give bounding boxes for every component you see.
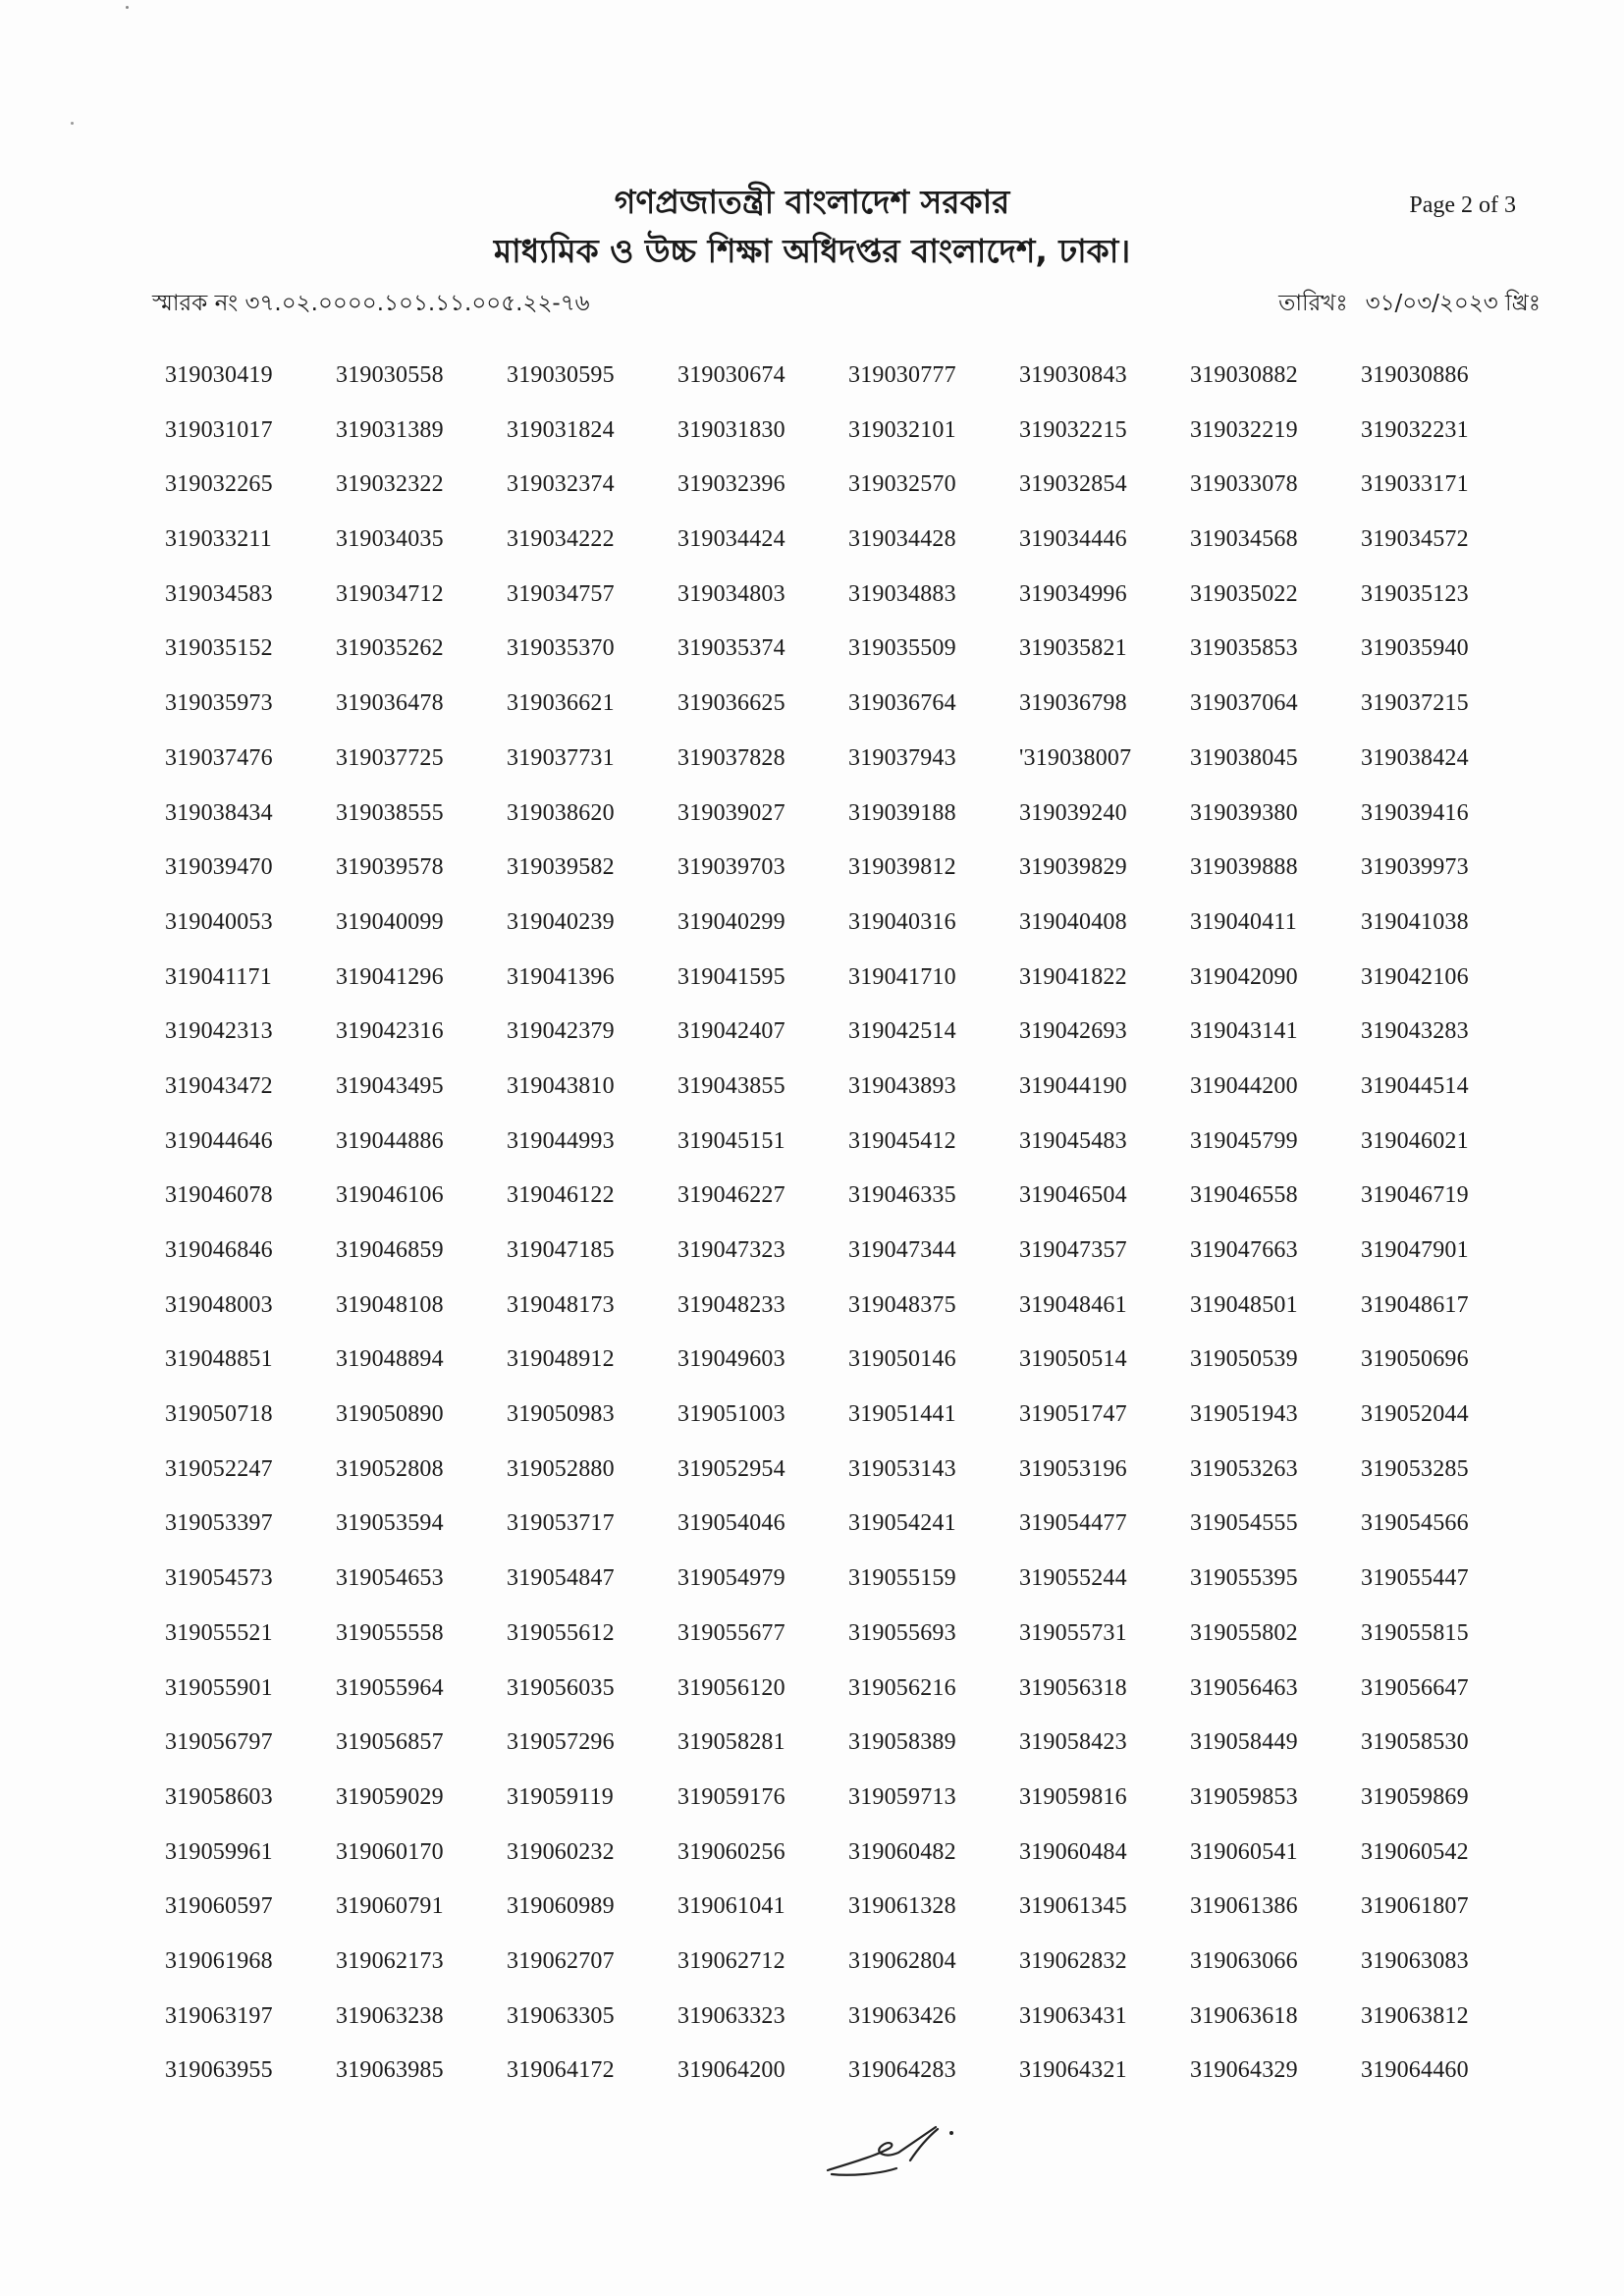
- roll-number-cell: 319033211: [165, 526, 272, 553]
- table-row: [165, 1400, 1540, 1455]
- roll-number-cell: 319053143: [848, 1455, 956, 1482]
- roll-number-cell: 319034757: [507, 580, 615, 607]
- roll-number-cell: 319047323: [677, 1237, 785, 1263]
- table-row: [165, 1455, 1540, 1510]
- roll-number-cell: 319063305: [507, 2002, 615, 2029]
- roll-number-cell: 319035821: [1019, 635, 1127, 662]
- roll-number-cell: 319041396: [507, 963, 615, 990]
- roll-number-cell: 319048461: [1019, 1291, 1127, 1318]
- roll-number-cell: 319031830: [677, 416, 785, 443]
- roll-number-cell: 319043855: [677, 1072, 785, 1099]
- roll-number-cell: 319040408: [1019, 908, 1127, 935]
- scan-speck: [126, 6, 129, 9]
- roll-number-cell: 319056797: [165, 1729, 273, 1756]
- roll-number-cell: 319039027: [677, 799, 785, 826]
- roll-number-cell: 319060597: [165, 1893, 273, 1920]
- roll-number-cell: 319037828: [677, 744, 785, 771]
- roll-number-cell: 319064200: [677, 2057, 785, 2084]
- roll-number-cell: 319060256: [677, 1838, 785, 1865]
- roll-number-cell: 319061041: [677, 1893, 785, 1920]
- table-row: [165, 580, 1540, 635]
- roll-number-cell: 319054477: [1019, 1510, 1127, 1537]
- roll-number-cell: 319046504: [1019, 1182, 1127, 1209]
- roll-number-cell: 319037476: [165, 744, 273, 771]
- roll-number-cell: 319039888: [1190, 854, 1298, 881]
- roll-number-cell: 319042379: [507, 1018, 615, 1045]
- roll-number-cell: 319063323: [677, 2002, 785, 2029]
- roll-number-cell: 319042106: [1361, 963, 1469, 990]
- roll-number-cell: 319033171: [1361, 471, 1469, 498]
- signature: [820, 2109, 1016, 2188]
- roll-number-cell: 319032374: [507, 471, 615, 498]
- roll-number-cell: 319052880: [507, 1455, 615, 1482]
- roll-number-cell: 319048375: [848, 1291, 956, 1318]
- roll-number-cell: 319060791: [336, 1893, 444, 1920]
- roll-number-cell: 319063066: [1190, 1947, 1298, 1974]
- roll-number-cell: 319039416: [1361, 799, 1469, 826]
- roll-number-cell: 319048108: [336, 1291, 444, 1318]
- table-row: [165, 1728, 1540, 1783]
- roll-number-cell: 319046335: [848, 1182, 956, 1209]
- roll-number-cell: 319032322: [336, 471, 444, 498]
- roll-number-cell: 319053397: [165, 1510, 273, 1537]
- roll-number-cell: 319040239: [507, 908, 615, 935]
- roll-number-cell: 319047185: [507, 1237, 615, 1263]
- roll-number-cell: 319034803: [677, 580, 785, 607]
- roll-number-cell: 319055815: [1361, 1619, 1469, 1646]
- roll-number-cell: 319039812: [848, 854, 956, 881]
- table-row: [165, 1892, 1540, 1947]
- roll-number-cell: 319032101: [848, 416, 956, 443]
- roll-number-cell: 319046106: [336, 1182, 444, 1209]
- roll-number-cell: 319050539: [1190, 1346, 1298, 1373]
- roll-number-cell: 319048003: [165, 1291, 273, 1318]
- roll-number-cell: 319050146: [848, 1346, 956, 1373]
- roll-number-cell: 319035973: [165, 690, 273, 717]
- roll-number-cell: 319061328: [848, 1893, 956, 1920]
- roll-number-cell: 319048233: [677, 1291, 785, 1318]
- roll-number-cell: 319059816: [1019, 1783, 1127, 1810]
- roll-number-cell: 319035374: [677, 635, 785, 662]
- roll-number-cell: 319060541: [1190, 1838, 1298, 1865]
- government-title: গণপ্রজাতন্ত্রী বাংলাদেশ সরকার: [614, 183, 1010, 221]
- roll-number-cell: 319056857: [336, 1729, 444, 1756]
- roll-number-cell: 319030674: [677, 362, 785, 388]
- roll-number-cell: 319039582: [507, 854, 615, 881]
- roll-number-cell: 319055677: [677, 1619, 785, 1646]
- roll-number-cell: 319030886: [1361, 362, 1469, 388]
- roll-number-cell: 319056120: [677, 1674, 785, 1701]
- roll-number-cell: 319056647: [1361, 1674, 1469, 1701]
- roll-number-cell: 319036625: [677, 690, 785, 717]
- roll-number-cell: 319054555: [1190, 1510, 1298, 1537]
- table-row: [165, 1564, 1540, 1619]
- roll-number-cell: 319059713: [848, 1783, 956, 1810]
- roll-number-cell: 319050514: [1019, 1346, 1127, 1373]
- roll-number-cell: 319038045: [1190, 744, 1298, 771]
- roll-number-cell: 319046078: [165, 1182, 273, 1209]
- roll-number-cell: 319030595: [507, 362, 615, 388]
- roll-number-cell: 319055901: [165, 1674, 273, 1701]
- roll-number-cell: 319042316: [336, 1018, 444, 1045]
- roll-number-cell: 319061345: [1019, 1893, 1127, 1920]
- roll-number-cell: 319035123: [1361, 580, 1469, 607]
- roll-number-cell: 319048501: [1190, 1291, 1298, 1318]
- roll-number-cell: 319056318: [1019, 1674, 1127, 1701]
- roll-number-cell: 319042693: [1019, 1018, 1127, 1045]
- table-row: [165, 963, 1540, 1018]
- table-row: [165, 1236, 1540, 1291]
- roll-number-cell: 319053594: [336, 1510, 444, 1537]
- roll-number-cell: 319059176: [677, 1783, 785, 1810]
- table-row: [165, 525, 1540, 580]
- roll-number-cell: 319055244: [1019, 1565, 1127, 1592]
- roll-number-cell: 319064283: [848, 2057, 956, 2084]
- roll-number-cell: 319060484: [1019, 1838, 1127, 1865]
- roll-number-cell: 319058449: [1190, 1729, 1298, 1756]
- roll-number-cell: 319052247: [165, 1455, 273, 1482]
- roll-number-cell: 319062804: [848, 1947, 956, 1974]
- table-row: [165, 744, 1540, 799]
- date-line: [1278, 285, 1541, 323]
- roll-number-cell: 319054241: [848, 1510, 956, 1537]
- roll-number-cell: 319046227: [677, 1182, 785, 1209]
- roll-number-cell: 319046021: [1361, 1127, 1469, 1154]
- roll-number-cell: 319040099: [336, 908, 444, 935]
- roll-number-cell: 319039703: [677, 854, 785, 881]
- roll-number-cell: 319036478: [336, 690, 444, 717]
- roll-number-cell: 319063197: [165, 2002, 273, 2029]
- roll-number-cell: 319050983: [507, 1401, 615, 1428]
- roll-number-cell: 319057296: [507, 1729, 615, 1756]
- table-row: [165, 1838, 1540, 1893]
- table-row: [165, 416, 1540, 471]
- roll-number-cell: 319040411: [1190, 908, 1297, 935]
- roll-number-cell: 319059119: [507, 1783, 614, 1810]
- roll-number-cell: 319034424: [677, 526, 785, 553]
- roll-number-cell: 319042313: [165, 1018, 273, 1045]
- roll-number-cell: 319048173: [507, 1291, 615, 1318]
- roll-number-cell: 319032215: [1019, 416, 1127, 443]
- roll-number-cell: 319034996: [1019, 580, 1127, 607]
- roll-number-cell: 319053263: [1190, 1455, 1298, 1482]
- roll-number-cell: 319041038: [1361, 908, 1469, 935]
- roll-number-cell: 319035022: [1190, 580, 1298, 607]
- roll-number-cell: 319046122: [507, 1182, 615, 1209]
- roll-number-cell: 319038424: [1361, 744, 1469, 771]
- roll-number-cell: 319031017: [165, 416, 273, 443]
- roll-number-cell: 319061386: [1190, 1893, 1298, 1920]
- page-number: Page 2 of 3: [1409, 192, 1516, 218]
- table-row: [165, 799, 1540, 854]
- roll-number-cell: 319034712: [336, 580, 444, 607]
- roll-number-cell: 319034883: [848, 580, 956, 607]
- roll-number-cell: 319060232: [507, 1838, 615, 1865]
- roll-number-cell: 319059853: [1190, 1783, 1298, 1810]
- roll-number-cell: 319037943: [848, 744, 956, 771]
- roll-number-cell: 319030558: [336, 362, 444, 388]
- roll-number-cell: 319035509: [848, 635, 956, 662]
- roll-number-cell: 319064460: [1361, 2057, 1469, 2084]
- roll-number-cell: 319040053: [165, 908, 273, 935]
- roll-number-cell: 319038434: [165, 799, 273, 826]
- roll-number-cell: 319044886: [336, 1127, 444, 1154]
- table-row: [165, 1017, 1540, 1072]
- roll-number-cell: 319044993: [507, 1127, 615, 1154]
- roll-number-cell: 319040316: [848, 908, 956, 935]
- roll-number-cell: 319058603: [165, 1783, 273, 1810]
- roll-number-cell: 319048912: [507, 1346, 615, 1373]
- roll-number-cell: 319045151: [677, 1127, 785, 1154]
- roll-number-cell: 319039188: [848, 799, 956, 826]
- roll-number-cell: 319047901: [1361, 1237, 1469, 1263]
- roll-number-cell: 319058281: [677, 1729, 785, 1756]
- roll-number-cell: 319043810: [507, 1072, 615, 1099]
- roll-number-cell: 319063985: [336, 2057, 444, 2084]
- roll-number-cell: 319056463: [1190, 1674, 1298, 1701]
- roll-number-cell: 319050890: [336, 1401, 444, 1428]
- roll-number-cell: 319043141: [1190, 1018, 1298, 1045]
- roll-number-cell: 319039380: [1190, 799, 1298, 826]
- roll-number-cell: 319063431: [1019, 2002, 1127, 2029]
- roll-number-cell: 319054046: [677, 1510, 785, 1537]
- roll-number-cell: 319048617: [1361, 1291, 1469, 1318]
- roll-number-cell: 319034222: [507, 526, 615, 553]
- roll-number-cell: 319053717: [507, 1510, 615, 1537]
- roll-number-cell: 319035262: [336, 635, 444, 662]
- table-row: [165, 1947, 1540, 2002]
- roll-number-cell: 319054979: [677, 1565, 785, 1592]
- roll-number-cell: 319059029: [336, 1783, 444, 1810]
- roll-number-cell: 319032854: [1019, 471, 1127, 498]
- roll-number-cell: 319063618: [1190, 2002, 1298, 2029]
- roll-number-cell: 319048894: [336, 1346, 444, 1373]
- roll-number-cell: 319062707: [507, 1947, 615, 1974]
- roll-number-cell: 319035853: [1190, 635, 1298, 662]
- table-row: [165, 1072, 1540, 1127]
- table-row: [165, 908, 1540, 963]
- roll-number-cell: 319055693: [848, 1619, 956, 1646]
- table-row: [165, 1127, 1540, 1182]
- table-row: [165, 689, 1540, 744]
- roll-number-cell: 319055447: [1361, 1565, 1469, 1592]
- table-row: [165, 2056, 1540, 2111]
- table-row: [165, 361, 1540, 416]
- roll-number-cell: 319041296: [336, 963, 444, 990]
- roll-number-cell: 319055521: [165, 1619, 273, 1646]
- roll-number-cell: 319050696: [1361, 1346, 1469, 1373]
- roll-number-cell: 319063955: [165, 2057, 273, 2084]
- roll-number-cell: 319050718: [165, 1401, 273, 1428]
- roll-number-cell: 319063083: [1361, 1947, 1469, 1974]
- roll-number-cell: 319055395: [1190, 1565, 1298, 1592]
- memo-number: স্মারক নং ৩৭.০২.০০০০.১০১.১১.০০৫.২২-৭৬: [152, 291, 590, 316]
- roll-number-cell: 319054573: [165, 1565, 273, 1592]
- roll-number-cell: 319060482: [848, 1838, 956, 1865]
- roll-number-cell: 319032396: [677, 471, 785, 498]
- roll-number-cell: 319058389: [848, 1729, 956, 1756]
- roll-number-cell: 319039470: [165, 854, 273, 881]
- table-row: [165, 1345, 1540, 1400]
- roll-number-cell: 319044646: [165, 1127, 273, 1154]
- roll-number-cell: 319030419: [165, 362, 273, 388]
- roll-number-cell: 319064172: [507, 2057, 615, 2084]
- roll-number-cell: 319058530: [1361, 1729, 1469, 1756]
- roll-number-cell: 319034446: [1019, 526, 1127, 553]
- roll-number-cell: 319051943: [1190, 1401, 1298, 1428]
- roll-number-grid: [165, 361, 1540, 2111]
- roll-number-cell: 319045412: [848, 1127, 956, 1154]
- roll-number-cell: 319041171: [165, 963, 272, 990]
- table-row: [165, 1509, 1540, 1564]
- roll-number-cell: 319053285: [1361, 1455, 1469, 1482]
- roll-number-cell: 319030777: [848, 362, 956, 388]
- roll-number-cell: 319064321: [1019, 2057, 1127, 2084]
- roll-number-cell: 319032265: [165, 471, 273, 498]
- roll-number-cell: 319059869: [1361, 1783, 1469, 1810]
- roll-number-cell: 319049603: [677, 1346, 785, 1373]
- roll-number-cell: 319035940: [1361, 635, 1469, 662]
- table-row: [165, 1181, 1540, 1236]
- roll-number-cell: 319043495: [336, 1072, 444, 1099]
- roll-number-cell: 319036798: [1019, 690, 1127, 717]
- roll-number-cell: 319039973: [1361, 854, 1469, 881]
- roll-number-cell: 319037731: [507, 744, 615, 771]
- roll-number-cell: 319035152: [165, 635, 273, 662]
- roll-number-cell: 319032219: [1190, 416, 1298, 443]
- roll-number-cell: 319034583: [165, 580, 273, 607]
- roll-number-cell: 319043472: [165, 1072, 273, 1099]
- roll-number-cell: 319059961: [165, 1838, 273, 1865]
- roll-number-cell: 319060989: [507, 1893, 615, 1920]
- roll-number-cell: 319044514: [1361, 1072, 1469, 1099]
- roll-number-cell: 319055159: [848, 1565, 956, 1592]
- roll-number-cell: 319055731: [1019, 1619, 1127, 1646]
- roll-number-cell: 319052954: [677, 1455, 785, 1482]
- roll-number-cell: 319051747: [1019, 1401, 1127, 1428]
- roll-number-cell: 319063238: [336, 2002, 444, 2029]
- roll-number-cell: 319043893: [848, 1072, 956, 1099]
- roll-number-cell: 319044200: [1190, 1072, 1298, 1099]
- roll-number-cell: 319051441: [848, 1401, 956, 1428]
- roll-number-cell: 319056035: [507, 1674, 615, 1701]
- roll-number-cell: 319060170: [336, 1838, 444, 1865]
- roll-number-cell: '319038007: [1019, 744, 1132, 771]
- roll-number-cell: 319056216: [848, 1674, 956, 1701]
- table-row: [165, 853, 1540, 908]
- table-row: [165, 1619, 1540, 1674]
- roll-number-cell: 319048851: [165, 1346, 273, 1373]
- roll-number-cell: 319053196: [1019, 1455, 1127, 1482]
- scan-speck: [71, 122, 74, 125]
- roll-number-cell: 319047357: [1019, 1237, 1127, 1263]
- table-row: [165, 1674, 1540, 1729]
- table-row: [165, 1291, 1540, 1346]
- roll-number-cell: 319054566: [1361, 1510, 1469, 1537]
- roll-number-cell: 319055964: [336, 1674, 444, 1701]
- roll-number-cell: 319063812: [1361, 2002, 1469, 2029]
- roll-number-cell: 319062712: [677, 1947, 785, 1974]
- roll-number-cell: 319034428: [848, 526, 956, 553]
- roll-number-cell: 319037725: [336, 744, 444, 771]
- roll-number-cell: 319035370: [507, 635, 615, 662]
- roll-number-cell: 319032231: [1361, 416, 1469, 443]
- roll-number-cell: 319039829: [1019, 854, 1127, 881]
- roll-number-cell: 319051003: [677, 1401, 785, 1428]
- roll-number-cell: 319030843: [1019, 362, 1127, 388]
- roll-number-cell: 319031389: [336, 416, 444, 443]
- roll-number-cell: 319045799: [1190, 1127, 1298, 1154]
- roll-number-cell: 319046558: [1190, 1182, 1298, 1209]
- table-row: [165, 470, 1540, 525]
- roll-number-cell: 319047344: [848, 1237, 956, 1263]
- roll-number-cell: 319054847: [507, 1565, 615, 1592]
- roll-number-cell: 319046859: [336, 1237, 444, 1263]
- roll-number-cell: 319054653: [336, 1565, 444, 1592]
- roll-number-cell: 319039240: [1019, 799, 1127, 826]
- table-row: [165, 634, 1540, 689]
- roll-number-cell: 319031824: [507, 416, 615, 443]
- roll-number-cell: 319034035: [336, 526, 444, 553]
- roll-number-cell: 319039578: [336, 854, 444, 881]
- roll-number-cell: 319044190: [1019, 1072, 1127, 1099]
- roll-number-cell: 319055558: [336, 1619, 444, 1646]
- roll-number-cell: 319034572: [1361, 526, 1469, 553]
- roll-number-cell: 319055612: [507, 1619, 615, 1646]
- roll-number-cell: 319034568: [1190, 526, 1298, 553]
- roll-number-cell: 319042514: [848, 1018, 956, 1045]
- roll-number-cell: 319064329: [1190, 2057, 1298, 2084]
- roll-number-cell: 319046846: [165, 1237, 273, 1263]
- directorate-title: মাধ্যমিক ও উচ্চ শিক্ষা অধিদপ্তর বাংলাদেশ, ঢাকা।: [493, 232, 1131, 270]
- roll-number-cell: 319038555: [336, 799, 444, 826]
- roll-number-cell: 319043283: [1361, 1018, 1469, 1045]
- roll-number-cell: 319061807: [1361, 1893, 1469, 1920]
- roll-number-cell: 319047663: [1190, 1237, 1298, 1263]
- roll-number-cell: 319037215: [1361, 690, 1469, 717]
- roll-number-cell: 319052044: [1361, 1401, 1469, 1428]
- roll-number-cell: 319036764: [848, 690, 956, 717]
- roll-number-cell: 319063426: [848, 2002, 956, 2029]
- roll-number-cell: 319037064: [1190, 690, 1298, 717]
- roll-number-cell: 319033078: [1190, 471, 1298, 498]
- date-value: ৩১/০৩/২০২৩ খ্রিঃ: [1365, 291, 1541, 316]
- roll-number-cell: 319060542: [1361, 1838, 1469, 1865]
- roll-number-cell: 319062173: [336, 1947, 444, 1974]
- roll-number-cell: 319046719: [1361, 1182, 1469, 1209]
- roll-number-cell: 319058423: [1019, 1729, 1127, 1756]
- roll-number-cell: 319032570: [848, 471, 956, 498]
- roll-number-cell: 319042407: [677, 1018, 785, 1045]
- roll-number-cell: 319061968: [165, 1947, 273, 1974]
- date-label: তারিখঃ: [1278, 291, 1348, 316]
- roll-number-cell: 319036621: [507, 690, 615, 717]
- roll-number-cell: 319062832: [1019, 1947, 1127, 1974]
- roll-number-cell: 319041822: [1019, 963, 1127, 990]
- roll-number-cell: 319041710: [848, 963, 956, 990]
- roll-number-cell: 319038620: [507, 799, 615, 826]
- roll-number-cell: 319030882: [1190, 362, 1298, 388]
- roll-number-cell: 319042090: [1190, 963, 1298, 990]
- roll-number-cell: 319040299: [677, 908, 785, 935]
- roll-number-cell: 319055802: [1190, 1619, 1298, 1646]
- table-row: [165, 2002, 1540, 2057]
- roll-number-cell: 319052808: [336, 1455, 444, 1482]
- roll-number-cell: 319041595: [677, 963, 785, 990]
- table-row: [165, 1783, 1540, 1838]
- roll-number-cell: 319045483: [1019, 1127, 1127, 1154]
